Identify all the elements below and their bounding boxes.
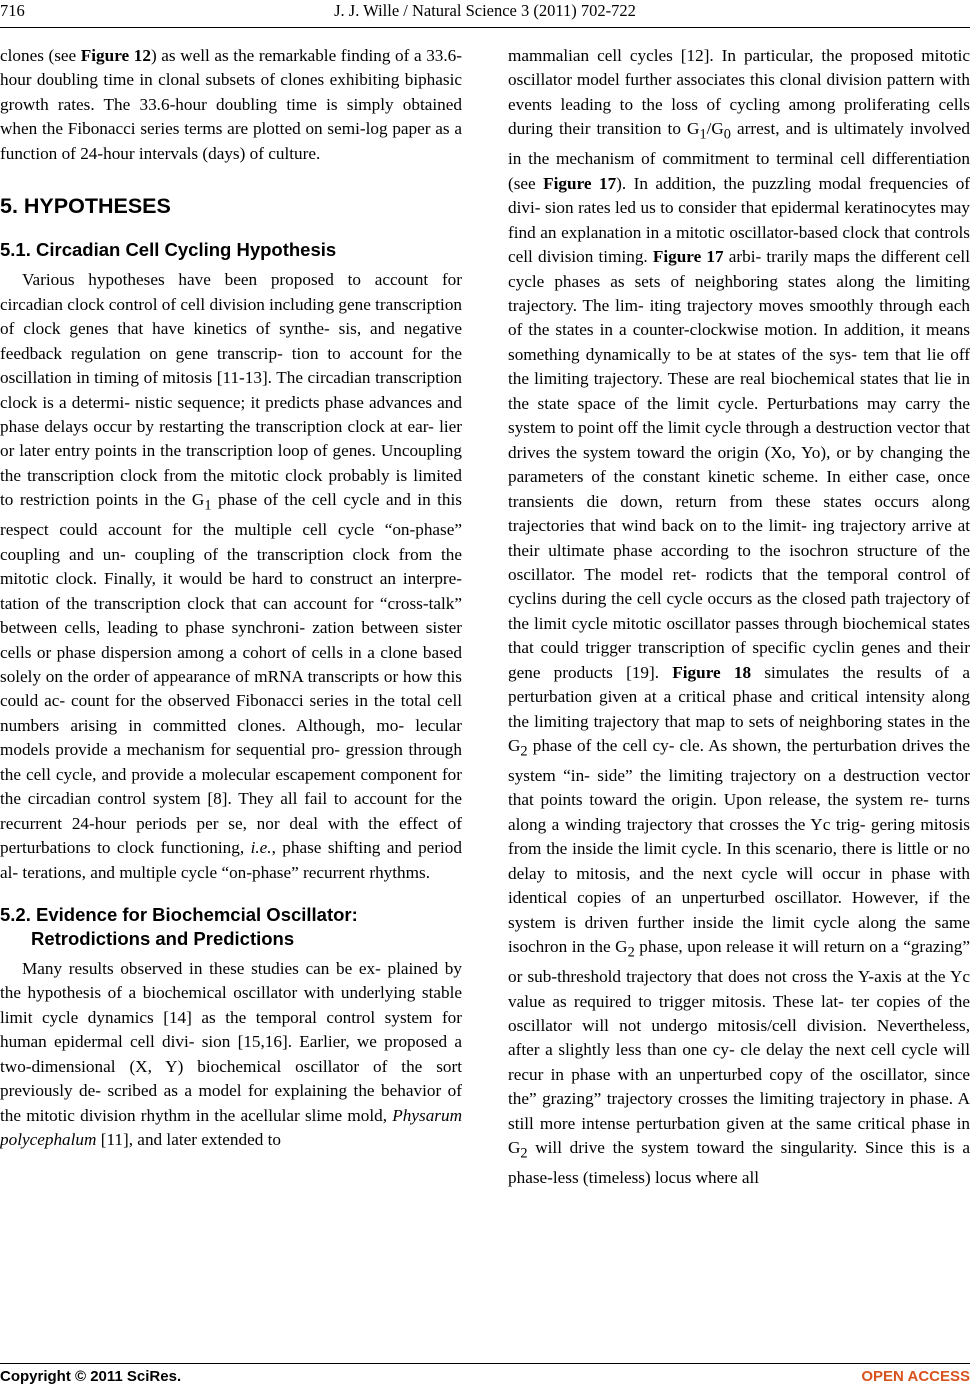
- figure-reference[interactable]: Figure 17: [543, 173, 617, 193]
- copyright-notice: Copyright © 2011 SciRes.: [0, 1368, 182, 1385]
- figure-reference[interactable]: Figure 18: [672, 662, 752, 682]
- left-column: [0, 44, 462, 1153]
- journal-reference: J. J. Wille / Natural Science 3 (2011) 702-722: [334, 1, 636, 20]
- figure-reference[interactable]: Figure 17: [652, 247, 724, 267]
- paragraph-mammalian: mammalian cell cycles [12]. In particular, the proposed mitotic oscillator model further associates this clonal division pattern with events leading to the loss of cycling among proliferating cells during their transition to $G_1/G_0$ arrest, and is ultimately involved in the mechanism of commitment to terminal cell differentiation (see Figure 17). In addition, the puzzling modal frequencies of divi- sion rates led us to consider that epidermal keratinocytes may find an explanation in a mitotic oscillator-based clock that controls cell division timing. Figure 17 arbi- trarily maps the different cell cycle phases as sets of neighboring states along the limiting trajectory. The lim- iting trajectory moves smoothly through each of the states in a counter-clockwise motion. In addition, it means something dynamically to be at states of the sys- tem that lie off the limiting trajectory. These are real biochemical states that lie in the state space of the limit cycle. Perturbations may carry the system to point off the limit cycle through a destruction vector that drives the system toward the origin (Xo, Yo), or by changing the parameters of the constant kinetic scheme. In either case, once transients die down, return from these states occurs along trajectories that wind back on to the limit- ing trajectory arrive at their ultimate phase according to the isochron structure of the oscillator. The model ret- rodicts that the temporal control of cyclins during the cell cycle occurs as the closed path trajectory of the limit cycle mitotic oscillator passes through biochemical states that could trigger transcription of specific cyclin genes and their gene products [19]. Figure 18 simulates the results of a perturbation given at a critical phase and critical intensity along the limiting trajectory that map to sets of neighboring states in the $G_2$ phase of the cell cy- cle. As shown, the perturbation drives the system “in- side” the limiting trajectory on a destruction vector that points toward the origin. Upon release, the system re- turns along a winding trajectory that crosses the Yc trig- gering mitosis from the inside the limit cycle. In this scenario, there is little or no delay to mitosis, and the next cycle will occur in phase with identical copies of an unperturbed oscillator. However, if the system is driven further inside the limit cycle along the same isochron in the $G_2$ phase, upon release it will return on a “grazing” or sub-threshold trajectory that does not cross the Y-axis at the Yc value as required to trigger mitosis. These lat- ter copies of the oscillator will not undergo mitosis/cell division. Nevertheless, after a slightly less than one cy- cle delay the next cell cycle will recur in phase with an unperturbed copy of the oscillator, since the” grazing” trajectory crosses the limiting trajectory in phase. A still more intense perturbation given at the same critical phase in $G_2$ will drive the system toward the singularity. Since this is a phase-less (timeless) locus where all: [508, 46, 970, 1188]
- running-header: [0, 0, 970, 30]
- page-footer: [0, 1368, 970, 1388]
- header-rule: [0, 27, 970, 28]
- paragraph-intro: clones (see Figure 12) as well as the remarkable finding of a 33.6-hour doubling time in clonal subsets of clones exhibiting biphasic growth rates. The 33.6-hour doubling time is simply obtained when the Fibonacci series terms are plotted on semi-log paper as a function of 24-hour intervals (days) of culture.: [0, 46, 462, 163]
- section-heading: 5. HYPOTHESES: [0, 194, 171, 219]
- figure-reference[interactable]: Figure 12: [80, 46, 151, 65]
- right-column: [508, 44, 970, 1191]
- page-number: 716: [0, 1, 25, 20]
- paragraph-circadian: Various hypotheses have been proposed to account for circadian clock control of cell division including gene transcription of clock genes that have kinetics of synthe- sis, and negative feedback regulation on gene transcrip- tion to account for the oscillation in timing of mitosis [11-13]. The circadian transcription clock is a determi- nistic sequence; it predicts phase advances and phase delays occur by restarting the transcription clock at ear- lier or later entry points in the transcription loop of genes. Uncoupling the transcription clock from the mitotic clock probably is limited to restriction points in the $G_1$ phase of the cell cycle and in this respect could account for the multiple cell cycle “on-phase” coupling and un- coupling of the transcription clock from the mitotic clock. Finally, it would be hard to construct an interpre- tation of the transcription clock that can account for “cross-talk” between cells, leading to phase synchroni- zation between sister cells or phase dispersion among a cohort of cells in a clone based solely on the order of appearance of mRNA transcripts or how this could ac- count for the observed Fibonacci series in the total cell numbers arising in committed clones. Although, mo- lecular models provide a mechanism for sequential pro- gression through the cell cycle, and provide a molecular escapement component for the circadian control system [8]. They all fail to account for the recurrent 24-hour periods per se, nor deal with the effect of perturbations to clock functioning, i.e., phase shifting and period al- terations, and multiple cycle “on-phase” recurrent rhythms.: [0, 270, 463, 882]
- open-access-link[interactable]: OPEN ACCESS: [861, 1368, 970, 1385]
- subsection-heading-5-1: 5.1. Circadian Cell Cycling Hypothesis: [0, 239, 337, 261]
- paragraph-oscillator: Many results observed in these studies can be ex- plained by the hypothesis of a biochemical oscillator with underlying stable limit cycle dynamics [14] as the temporal control system for human epidermal cell divi- sion [15,16]. Earlier, we proposed a two-dimensional (X, Y) biochemical oscillator of the sort previously de- scribed as a model for explaining the behavior of the mitotic division rhythm in the acellular slime mold, Physarum polycephalum [11], and later extended to: [0, 959, 462, 1150]
- footer-rule: [0, 1363, 970, 1364]
- subsection-heading-5-2: 5.2. Evidence for Biochemcial Oscillator: Retrodictions and Predictions: [0, 904, 358, 950]
